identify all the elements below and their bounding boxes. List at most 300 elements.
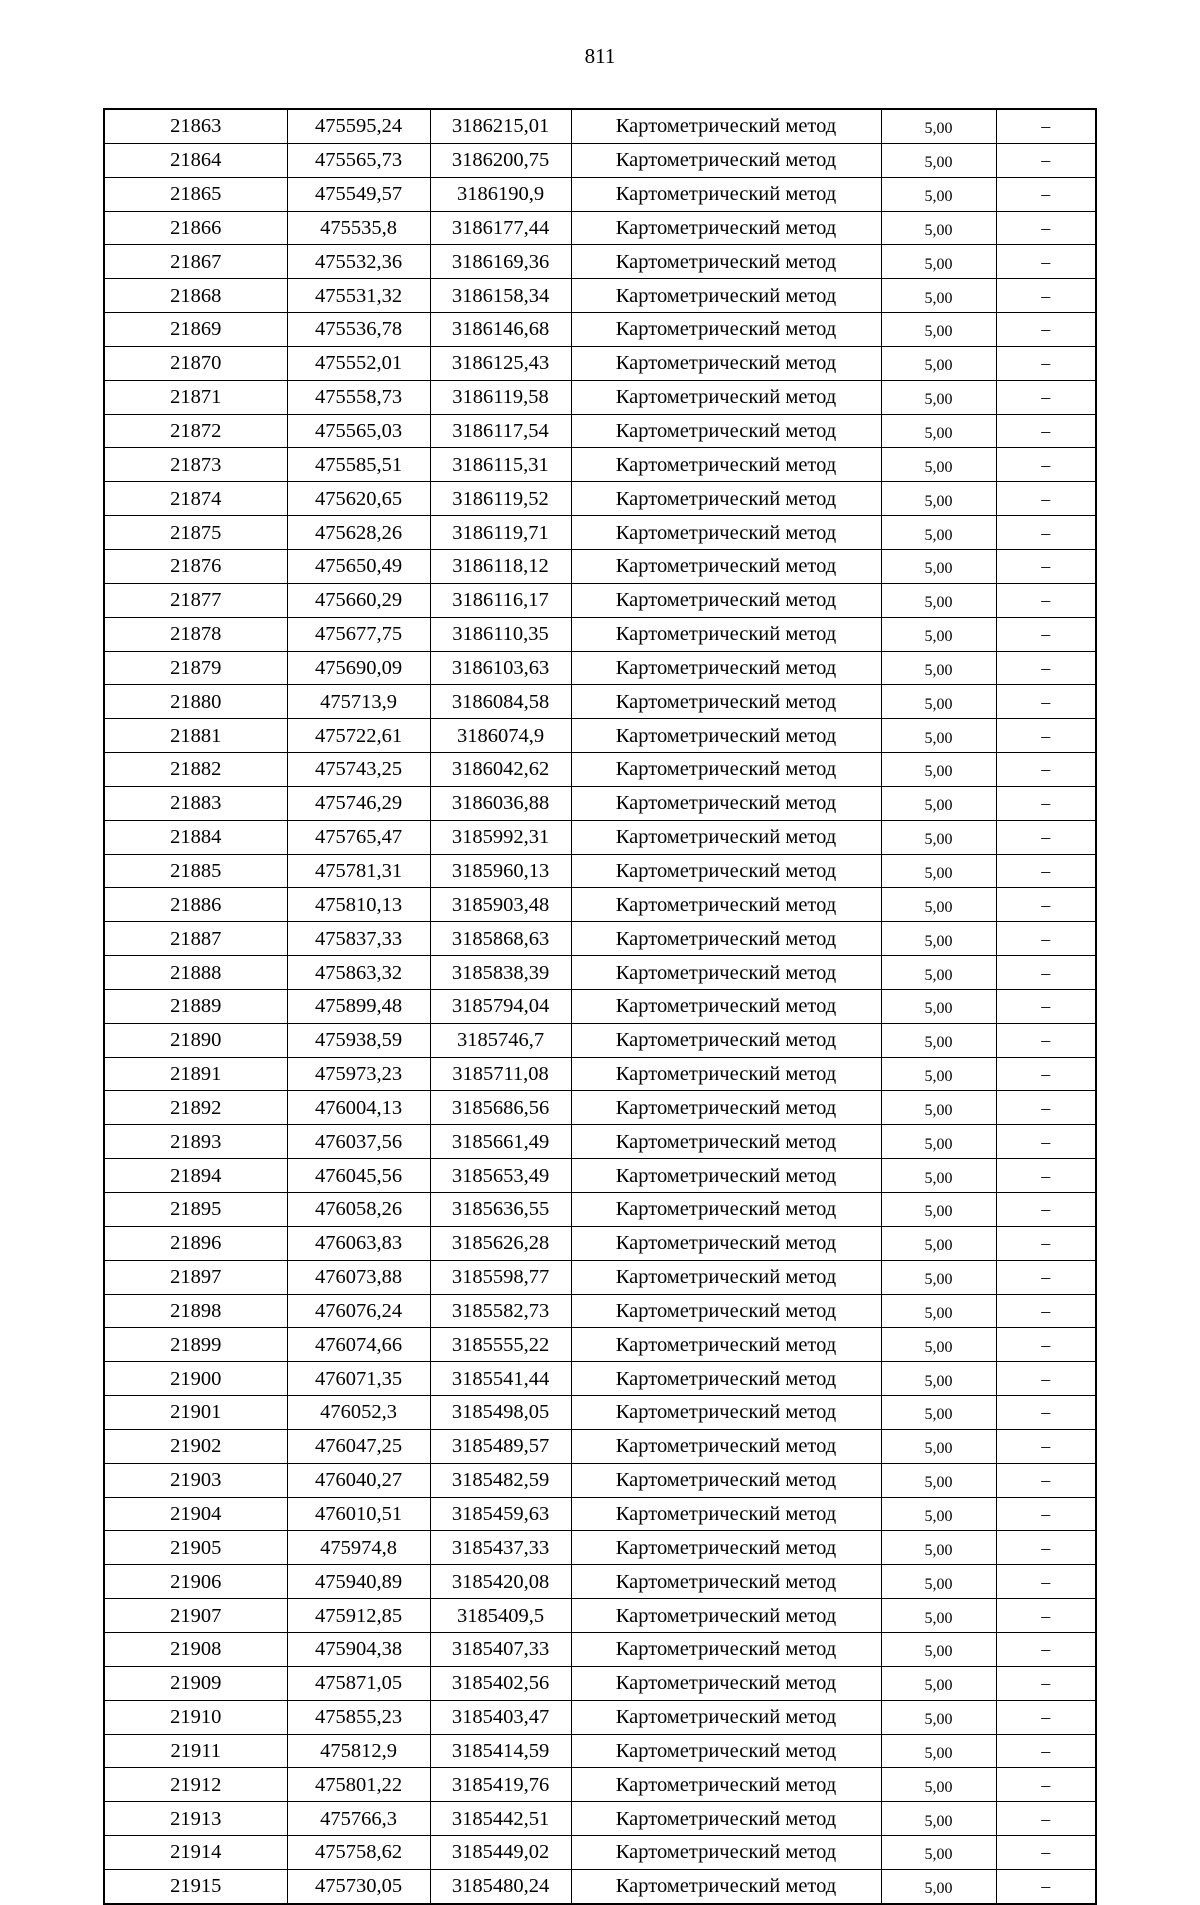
accuracy-cell: 5,00 bbox=[881, 719, 996, 753]
x-coordinate-cell: 476004,13 bbox=[287, 1091, 430, 1125]
note-cell: – bbox=[996, 719, 1096, 753]
method-cell: Картометрический метод bbox=[571, 1666, 881, 1700]
point-number-cell: 21913 bbox=[104, 1802, 287, 1836]
x-coordinate-cell: 475552,01 bbox=[287, 346, 430, 380]
y-coordinate-cell: 3185449,02 bbox=[430, 1836, 571, 1870]
x-coordinate-cell: 475565,73 bbox=[287, 143, 430, 177]
note-cell: – bbox=[996, 753, 1096, 787]
note-cell: – bbox=[996, 1125, 1096, 1159]
accuracy-cell: 5,00 bbox=[881, 922, 996, 956]
table-row bbox=[104, 719, 1096, 753]
point-number-cell: 21882 bbox=[104, 753, 287, 787]
accuracy-cell: 5,00 bbox=[881, 143, 996, 177]
point-number-cell: 21885 bbox=[104, 854, 287, 888]
method-cell: Картометрический метод bbox=[571, 888, 881, 922]
y-coordinate-cell: 3185407,33 bbox=[430, 1632, 571, 1666]
table-row bbox=[104, 1260, 1096, 1294]
y-coordinate-cell: 3185661,49 bbox=[430, 1125, 571, 1159]
accuracy-cell: 5,00 bbox=[881, 1057, 996, 1091]
y-coordinate-cell: 3185992,31 bbox=[430, 820, 571, 854]
page-number: 811 bbox=[584, 44, 616, 68]
x-coordinate-cell: 476010,51 bbox=[287, 1497, 430, 1531]
point-number-cell: 21895 bbox=[104, 1193, 287, 1227]
note-cell: – bbox=[996, 583, 1096, 617]
method-cell: Картометрический метод bbox=[571, 989, 881, 1023]
method-cell: Картометрический метод bbox=[571, 1057, 881, 1091]
table-row bbox=[104, 1565, 1096, 1599]
point-number-cell: 21866 bbox=[104, 211, 287, 245]
note-cell: – bbox=[996, 989, 1096, 1023]
note-cell: – bbox=[996, 1294, 1096, 1328]
point-number-cell: 21871 bbox=[104, 380, 287, 414]
table-row bbox=[104, 1497, 1096, 1531]
point-number-cell: 21873 bbox=[104, 448, 287, 482]
accuracy-cell: 5,00 bbox=[881, 989, 996, 1023]
y-coordinate-cell: 3185437,33 bbox=[430, 1531, 571, 1565]
note-cell: – bbox=[996, 143, 1096, 177]
accuracy-cell: 5,00 bbox=[881, 1463, 996, 1497]
point-number-cell: 21890 bbox=[104, 1023, 287, 1057]
x-coordinate-cell: 475620,65 bbox=[287, 482, 430, 516]
table-row bbox=[104, 346, 1096, 380]
accuracy-cell: 5,00 bbox=[881, 1226, 996, 1260]
y-coordinate-cell: 3185711,08 bbox=[430, 1057, 571, 1091]
y-coordinate-cell: 3186103,63 bbox=[430, 651, 571, 685]
y-coordinate-cell: 3186119,58 bbox=[430, 380, 571, 414]
accuracy-cell: 5,00 bbox=[881, 1023, 996, 1057]
x-coordinate-cell: 476074,66 bbox=[287, 1328, 430, 1362]
x-coordinate-cell: 475974,8 bbox=[287, 1531, 430, 1565]
method-cell: Картометрический метод bbox=[571, 922, 881, 956]
table-row bbox=[104, 651, 1096, 685]
x-coordinate-cell: 476045,56 bbox=[287, 1159, 430, 1193]
x-coordinate-cell: 475558,73 bbox=[287, 380, 430, 414]
x-coordinate-cell: 475855,23 bbox=[287, 1700, 430, 1734]
note-cell: – bbox=[996, 211, 1096, 245]
note-cell: – bbox=[996, 956, 1096, 990]
table-row bbox=[104, 516, 1096, 550]
table-row bbox=[104, 1734, 1096, 1768]
note-cell: – bbox=[996, 1023, 1096, 1057]
accuracy-cell: 5,00 bbox=[881, 1700, 996, 1734]
y-coordinate-cell: 3186119,52 bbox=[430, 482, 571, 516]
accuracy-cell: 5,00 bbox=[881, 1531, 996, 1565]
accuracy-cell: 5,00 bbox=[881, 888, 996, 922]
table-row bbox=[104, 583, 1096, 617]
x-coordinate-cell: 475595,24 bbox=[287, 109, 430, 143]
table-row bbox=[104, 989, 1096, 1023]
accuracy-cell: 5,00 bbox=[881, 1768, 996, 1802]
table-row bbox=[104, 820, 1096, 854]
table-row bbox=[104, 1159, 1096, 1193]
y-coordinate-cell: 3185480,24 bbox=[430, 1869, 571, 1903]
x-coordinate-cell: 475746,29 bbox=[287, 786, 430, 820]
x-coordinate-cell: 475781,31 bbox=[287, 854, 430, 888]
y-coordinate-cell: 3186146,68 bbox=[430, 313, 571, 347]
table-row bbox=[104, 1531, 1096, 1565]
method-cell: Картометрический метод bbox=[571, 1768, 881, 1802]
note-cell: – bbox=[996, 1057, 1096, 1091]
point-number-cell: 21881 bbox=[104, 719, 287, 753]
method-cell: Картометрический метод bbox=[571, 380, 881, 414]
method-cell: Картометрический метод bbox=[571, 1497, 881, 1531]
note-cell: – bbox=[996, 1159, 1096, 1193]
x-coordinate-cell: 475758,62 bbox=[287, 1836, 430, 1870]
table-row bbox=[104, 1429, 1096, 1463]
note-cell: – bbox=[996, 1193, 1096, 1227]
note-cell: – bbox=[996, 1396, 1096, 1430]
y-coordinate-cell: 3186200,75 bbox=[430, 143, 571, 177]
note-cell: – bbox=[996, 414, 1096, 448]
method-cell: Картометрический метод bbox=[571, 1193, 881, 1227]
method-cell: Картометрический метод bbox=[571, 549, 881, 583]
note-cell: – bbox=[996, 1734, 1096, 1768]
method-cell: Картометрический метод bbox=[571, 651, 881, 685]
point-number-cell: 21864 bbox=[104, 143, 287, 177]
point-number-cell: 21872 bbox=[104, 414, 287, 448]
method-cell: Картометрический метод bbox=[571, 1260, 881, 1294]
point-number-cell: 21874 bbox=[104, 482, 287, 516]
note-cell: – bbox=[996, 1226, 1096, 1260]
point-number-cell: 21909 bbox=[104, 1666, 287, 1700]
method-cell: Картометрический метод bbox=[571, 279, 881, 313]
method-cell: Картометрический метод bbox=[571, 685, 881, 719]
x-coordinate-cell: 475677,75 bbox=[287, 617, 430, 651]
method-cell: Картометрический метод bbox=[571, 1700, 881, 1734]
note-cell: – bbox=[996, 313, 1096, 347]
accuracy-cell: 5,00 bbox=[881, 583, 996, 617]
accuracy-cell: 5,00 bbox=[881, 1396, 996, 1430]
method-cell: Картометрический метод bbox=[571, 1734, 881, 1768]
table-row bbox=[104, 1768, 1096, 1802]
x-coordinate-cell: 475938,59 bbox=[287, 1023, 430, 1057]
note-cell: – bbox=[996, 1429, 1096, 1463]
x-coordinate-cell: 476076,24 bbox=[287, 1294, 430, 1328]
table-row bbox=[104, 1091, 1096, 1125]
y-coordinate-cell: 3186169,36 bbox=[430, 245, 571, 279]
table-row bbox=[104, 854, 1096, 888]
y-coordinate-cell: 3186119,71 bbox=[430, 516, 571, 550]
point-number-cell: 21908 bbox=[104, 1632, 287, 1666]
accuracy-cell: 5,00 bbox=[881, 1497, 996, 1531]
x-coordinate-cell: 475532,36 bbox=[287, 245, 430, 279]
x-coordinate-cell: 475722,61 bbox=[287, 719, 430, 753]
x-coordinate-cell: 475904,38 bbox=[287, 1632, 430, 1666]
table-row bbox=[104, 786, 1096, 820]
note-cell: – bbox=[996, 1463, 1096, 1497]
table-row bbox=[104, 177, 1096, 211]
point-number-cell: 21897 bbox=[104, 1260, 287, 1294]
point-number-cell: 21887 bbox=[104, 922, 287, 956]
point-number-cell: 21875 bbox=[104, 516, 287, 550]
y-coordinate-cell: 3186177,44 bbox=[430, 211, 571, 245]
x-coordinate-cell: 475837,33 bbox=[287, 922, 430, 956]
x-coordinate-cell: 475628,26 bbox=[287, 516, 430, 550]
accuracy-cell: 5,00 bbox=[881, 279, 996, 313]
accuracy-cell: 5,00 bbox=[881, 1632, 996, 1666]
method-cell: Картометрический метод bbox=[571, 1226, 881, 1260]
accuracy-cell: 5,00 bbox=[881, 820, 996, 854]
y-coordinate-cell: 3185419,76 bbox=[430, 1768, 571, 1802]
method-cell: Картометрический метод bbox=[571, 1091, 881, 1125]
point-number-cell: 21892 bbox=[104, 1091, 287, 1125]
table-row bbox=[104, 313, 1096, 347]
accuracy-cell: 5,00 bbox=[881, 1836, 996, 1870]
x-coordinate-cell: 476052,3 bbox=[287, 1396, 430, 1430]
y-coordinate-cell: 3185482,59 bbox=[430, 1463, 571, 1497]
method-cell: Картометрический метод bbox=[571, 786, 881, 820]
y-coordinate-cell: 3186215,01 bbox=[430, 109, 571, 143]
accuracy-cell: 5,00 bbox=[881, 109, 996, 143]
y-coordinate-cell: 3185838,39 bbox=[430, 956, 571, 990]
note-cell: – bbox=[996, 245, 1096, 279]
note-cell: – bbox=[996, 685, 1096, 719]
x-coordinate-cell: 476047,25 bbox=[287, 1429, 430, 1463]
accuracy-cell: 5,00 bbox=[881, 1802, 996, 1836]
table-row bbox=[104, 448, 1096, 482]
table-row bbox=[104, 888, 1096, 922]
method-cell: Картометрический метод bbox=[571, 313, 881, 347]
y-coordinate-cell: 3186190,9 bbox=[430, 177, 571, 211]
method-cell: Картометрический метод bbox=[571, 753, 881, 787]
point-number-cell: 21869 bbox=[104, 313, 287, 347]
table-row bbox=[104, 1226, 1096, 1260]
point-number-cell: 21879 bbox=[104, 651, 287, 685]
table-row bbox=[104, 617, 1096, 651]
method-cell: Картометрический метод bbox=[571, 177, 881, 211]
note-cell: – bbox=[996, 549, 1096, 583]
point-number-cell: 21889 bbox=[104, 989, 287, 1023]
point-number-cell: 21900 bbox=[104, 1362, 287, 1396]
accuracy-cell: 5,00 bbox=[881, 956, 996, 990]
y-coordinate-cell: 3185555,22 bbox=[430, 1328, 571, 1362]
y-coordinate-cell: 3185541,44 bbox=[430, 1362, 571, 1396]
accuracy-cell: 5,00 bbox=[881, 414, 996, 448]
note-cell: – bbox=[996, 854, 1096, 888]
table-row bbox=[104, 380, 1096, 414]
note-cell: – bbox=[996, 380, 1096, 414]
accuracy-cell: 5,00 bbox=[881, 211, 996, 245]
accuracy-cell: 5,00 bbox=[881, 516, 996, 550]
point-number-cell: 21865 bbox=[104, 177, 287, 211]
y-coordinate-cell: 3185960,13 bbox=[430, 854, 571, 888]
table-row bbox=[104, 1632, 1096, 1666]
table-row bbox=[104, 1294, 1096, 1328]
table-row bbox=[104, 1057, 1096, 1091]
table-row bbox=[104, 211, 1096, 245]
table-row bbox=[104, 109, 1096, 143]
method-cell: Картометрический метод bbox=[571, 1599, 881, 1633]
note-cell: – bbox=[996, 1869, 1096, 1903]
y-coordinate-cell: 3186158,34 bbox=[430, 279, 571, 313]
accuracy-cell: 5,00 bbox=[881, 1734, 996, 1768]
x-coordinate-cell: 475730,05 bbox=[287, 1869, 430, 1903]
y-coordinate-cell: 3185403,47 bbox=[430, 1700, 571, 1734]
note-cell: – bbox=[996, 109, 1096, 143]
method-cell: Картометрический метод bbox=[571, 143, 881, 177]
x-coordinate-cell: 475531,32 bbox=[287, 279, 430, 313]
note-cell: – bbox=[996, 1836, 1096, 1870]
x-coordinate-cell: 475585,51 bbox=[287, 448, 430, 482]
accuracy-cell: 5,00 bbox=[881, 1429, 996, 1463]
method-cell: Картометрический метод bbox=[571, 1294, 881, 1328]
point-number-cell: 21876 bbox=[104, 549, 287, 583]
x-coordinate-cell: 475650,49 bbox=[287, 549, 430, 583]
x-coordinate-cell: 476071,35 bbox=[287, 1362, 430, 1396]
x-coordinate-cell: 475973,23 bbox=[287, 1057, 430, 1091]
x-coordinate-cell: 475912,85 bbox=[287, 1599, 430, 1633]
x-coordinate-cell: 475549,57 bbox=[287, 177, 430, 211]
point-number-cell: 21915 bbox=[104, 1869, 287, 1903]
note-cell: – bbox=[996, 651, 1096, 685]
method-cell: Картометрический метод bbox=[571, 583, 881, 617]
table-row bbox=[104, 1396, 1096, 1430]
point-number-cell: 21903 bbox=[104, 1463, 287, 1497]
note-cell: – bbox=[996, 346, 1096, 380]
method-cell: Картометрический метод bbox=[571, 448, 881, 482]
table-row bbox=[104, 414, 1096, 448]
y-coordinate-cell: 3185459,63 bbox=[430, 1497, 571, 1531]
note-cell: – bbox=[996, 1802, 1096, 1836]
method-cell: Картометрический метод bbox=[571, 1159, 881, 1193]
x-coordinate-cell: 475871,05 bbox=[287, 1666, 430, 1700]
coordinates-table bbox=[103, 108, 1097, 1905]
point-number-cell: 21877 bbox=[104, 583, 287, 617]
y-coordinate-cell: 3186074,9 bbox=[430, 719, 571, 753]
point-number-cell: 21896 bbox=[104, 1226, 287, 1260]
accuracy-cell: 5,00 bbox=[881, 313, 996, 347]
y-coordinate-cell: 3186110,35 bbox=[430, 617, 571, 651]
point-number-cell: 21906 bbox=[104, 1565, 287, 1599]
accuracy-cell: 5,00 bbox=[881, 1328, 996, 1362]
table-row bbox=[104, 279, 1096, 313]
point-number-cell: 21883 bbox=[104, 786, 287, 820]
accuracy-cell: 5,00 bbox=[881, 1362, 996, 1396]
x-coordinate-cell: 475536,78 bbox=[287, 313, 430, 347]
point-number-cell: 21863 bbox=[104, 109, 287, 143]
method-cell: Картометрический метод bbox=[571, 482, 881, 516]
accuracy-cell: 5,00 bbox=[881, 346, 996, 380]
method-cell: Картометрический метод bbox=[571, 1429, 881, 1463]
y-coordinate-cell: 3185498,05 bbox=[430, 1396, 571, 1430]
accuracy-cell: 5,00 bbox=[881, 177, 996, 211]
x-coordinate-cell: 475743,25 bbox=[287, 753, 430, 787]
note-cell: – bbox=[996, 448, 1096, 482]
accuracy-cell: 5,00 bbox=[881, 482, 996, 516]
note-cell: – bbox=[996, 820, 1096, 854]
method-cell: Картометрический метод bbox=[571, 1565, 881, 1599]
point-number-cell: 21907 bbox=[104, 1599, 287, 1633]
accuracy-cell: 5,00 bbox=[881, 1294, 996, 1328]
accuracy-cell: 5,00 bbox=[881, 685, 996, 719]
point-number-cell: 21884 bbox=[104, 820, 287, 854]
y-coordinate-cell: 3185598,77 bbox=[430, 1260, 571, 1294]
table-row bbox=[104, 1463, 1096, 1497]
method-cell: Картометрический метод bbox=[571, 1836, 881, 1870]
y-coordinate-cell: 3185402,56 bbox=[430, 1666, 571, 1700]
method-cell: Картометрический метод bbox=[571, 956, 881, 990]
point-number-cell: 21904 bbox=[104, 1497, 287, 1531]
point-number-cell: 21888 bbox=[104, 956, 287, 990]
x-coordinate-cell: 475812,9 bbox=[287, 1734, 430, 1768]
point-number-cell: 21905 bbox=[104, 1531, 287, 1565]
point-number-cell: 21891 bbox=[104, 1057, 287, 1091]
point-number-cell: 21893 bbox=[104, 1125, 287, 1159]
point-number-cell: 21894 bbox=[104, 1159, 287, 1193]
table-row bbox=[104, 549, 1096, 583]
method-cell: Картометрический метод bbox=[571, 1328, 881, 1362]
method-cell: Картометрический метод bbox=[571, 1531, 881, 1565]
note-cell: – bbox=[996, 1260, 1096, 1294]
x-coordinate-cell: 476037,56 bbox=[287, 1125, 430, 1159]
y-coordinate-cell: 3185409,5 bbox=[430, 1599, 571, 1633]
y-coordinate-cell: 3186042,62 bbox=[430, 753, 571, 787]
accuracy-cell: 5,00 bbox=[881, 854, 996, 888]
note-cell: – bbox=[996, 1531, 1096, 1565]
table-row bbox=[104, 245, 1096, 279]
method-cell: Картометрический метод bbox=[571, 617, 881, 651]
y-coordinate-cell: 3185868,63 bbox=[430, 922, 571, 956]
point-number-cell: 21899 bbox=[104, 1328, 287, 1362]
table-row bbox=[104, 1599, 1096, 1633]
table-row bbox=[104, 753, 1096, 787]
point-number-cell: 21870 bbox=[104, 346, 287, 380]
y-coordinate-cell: 3185414,59 bbox=[430, 1734, 571, 1768]
accuracy-cell: 5,00 bbox=[881, 380, 996, 414]
note-cell: – bbox=[996, 1362, 1096, 1396]
accuracy-cell: 5,00 bbox=[881, 651, 996, 685]
y-coordinate-cell: 3186117,54 bbox=[430, 414, 571, 448]
method-cell: Картометрический метод bbox=[571, 1463, 881, 1497]
accuracy-cell: 5,00 bbox=[881, 549, 996, 583]
method-cell: Картометрический метод bbox=[571, 516, 881, 550]
accuracy-cell: 5,00 bbox=[881, 1159, 996, 1193]
table-row bbox=[104, 1328, 1096, 1362]
x-coordinate-cell: 475766,3 bbox=[287, 1802, 430, 1836]
table-row bbox=[104, 1023, 1096, 1057]
table-row bbox=[104, 1362, 1096, 1396]
point-number-cell: 21910 bbox=[104, 1700, 287, 1734]
table-row bbox=[104, 1125, 1096, 1159]
method-cell: Картометрический метод bbox=[571, 414, 881, 448]
method-cell: Картометрический метод bbox=[571, 109, 881, 143]
note-cell: – bbox=[996, 888, 1096, 922]
method-cell: Картометрический метод bbox=[571, 245, 881, 279]
table-row bbox=[104, 922, 1096, 956]
y-coordinate-cell: 3185626,28 bbox=[430, 1226, 571, 1260]
accuracy-cell: 5,00 bbox=[881, 786, 996, 820]
method-cell: Картометрический метод bbox=[571, 1869, 881, 1903]
method-cell: Картометрический метод bbox=[571, 211, 881, 245]
y-coordinate-cell: 3186125,43 bbox=[430, 346, 571, 380]
accuracy-cell: 5,00 bbox=[881, 1869, 996, 1903]
x-coordinate-cell: 475765,47 bbox=[287, 820, 430, 854]
accuracy-cell: 5,00 bbox=[881, 1091, 996, 1125]
x-coordinate-cell: 475660,29 bbox=[287, 583, 430, 617]
method-cell: Картометрический метод bbox=[571, 719, 881, 753]
point-number-cell: 21878 bbox=[104, 617, 287, 651]
method-cell: Картометрический метод bbox=[571, 1802, 881, 1836]
accuracy-cell: 5,00 bbox=[881, 1260, 996, 1294]
x-coordinate-cell: 476073,88 bbox=[287, 1260, 430, 1294]
table-row bbox=[104, 1700, 1096, 1734]
note-cell: – bbox=[996, 1632, 1096, 1666]
y-coordinate-cell: 3185582,73 bbox=[430, 1294, 571, 1328]
accuracy-cell: 5,00 bbox=[881, 753, 996, 787]
note-cell: – bbox=[996, 1700, 1096, 1734]
method-cell: Картометрический метод bbox=[571, 1396, 881, 1430]
x-coordinate-cell: 475713,9 bbox=[287, 685, 430, 719]
